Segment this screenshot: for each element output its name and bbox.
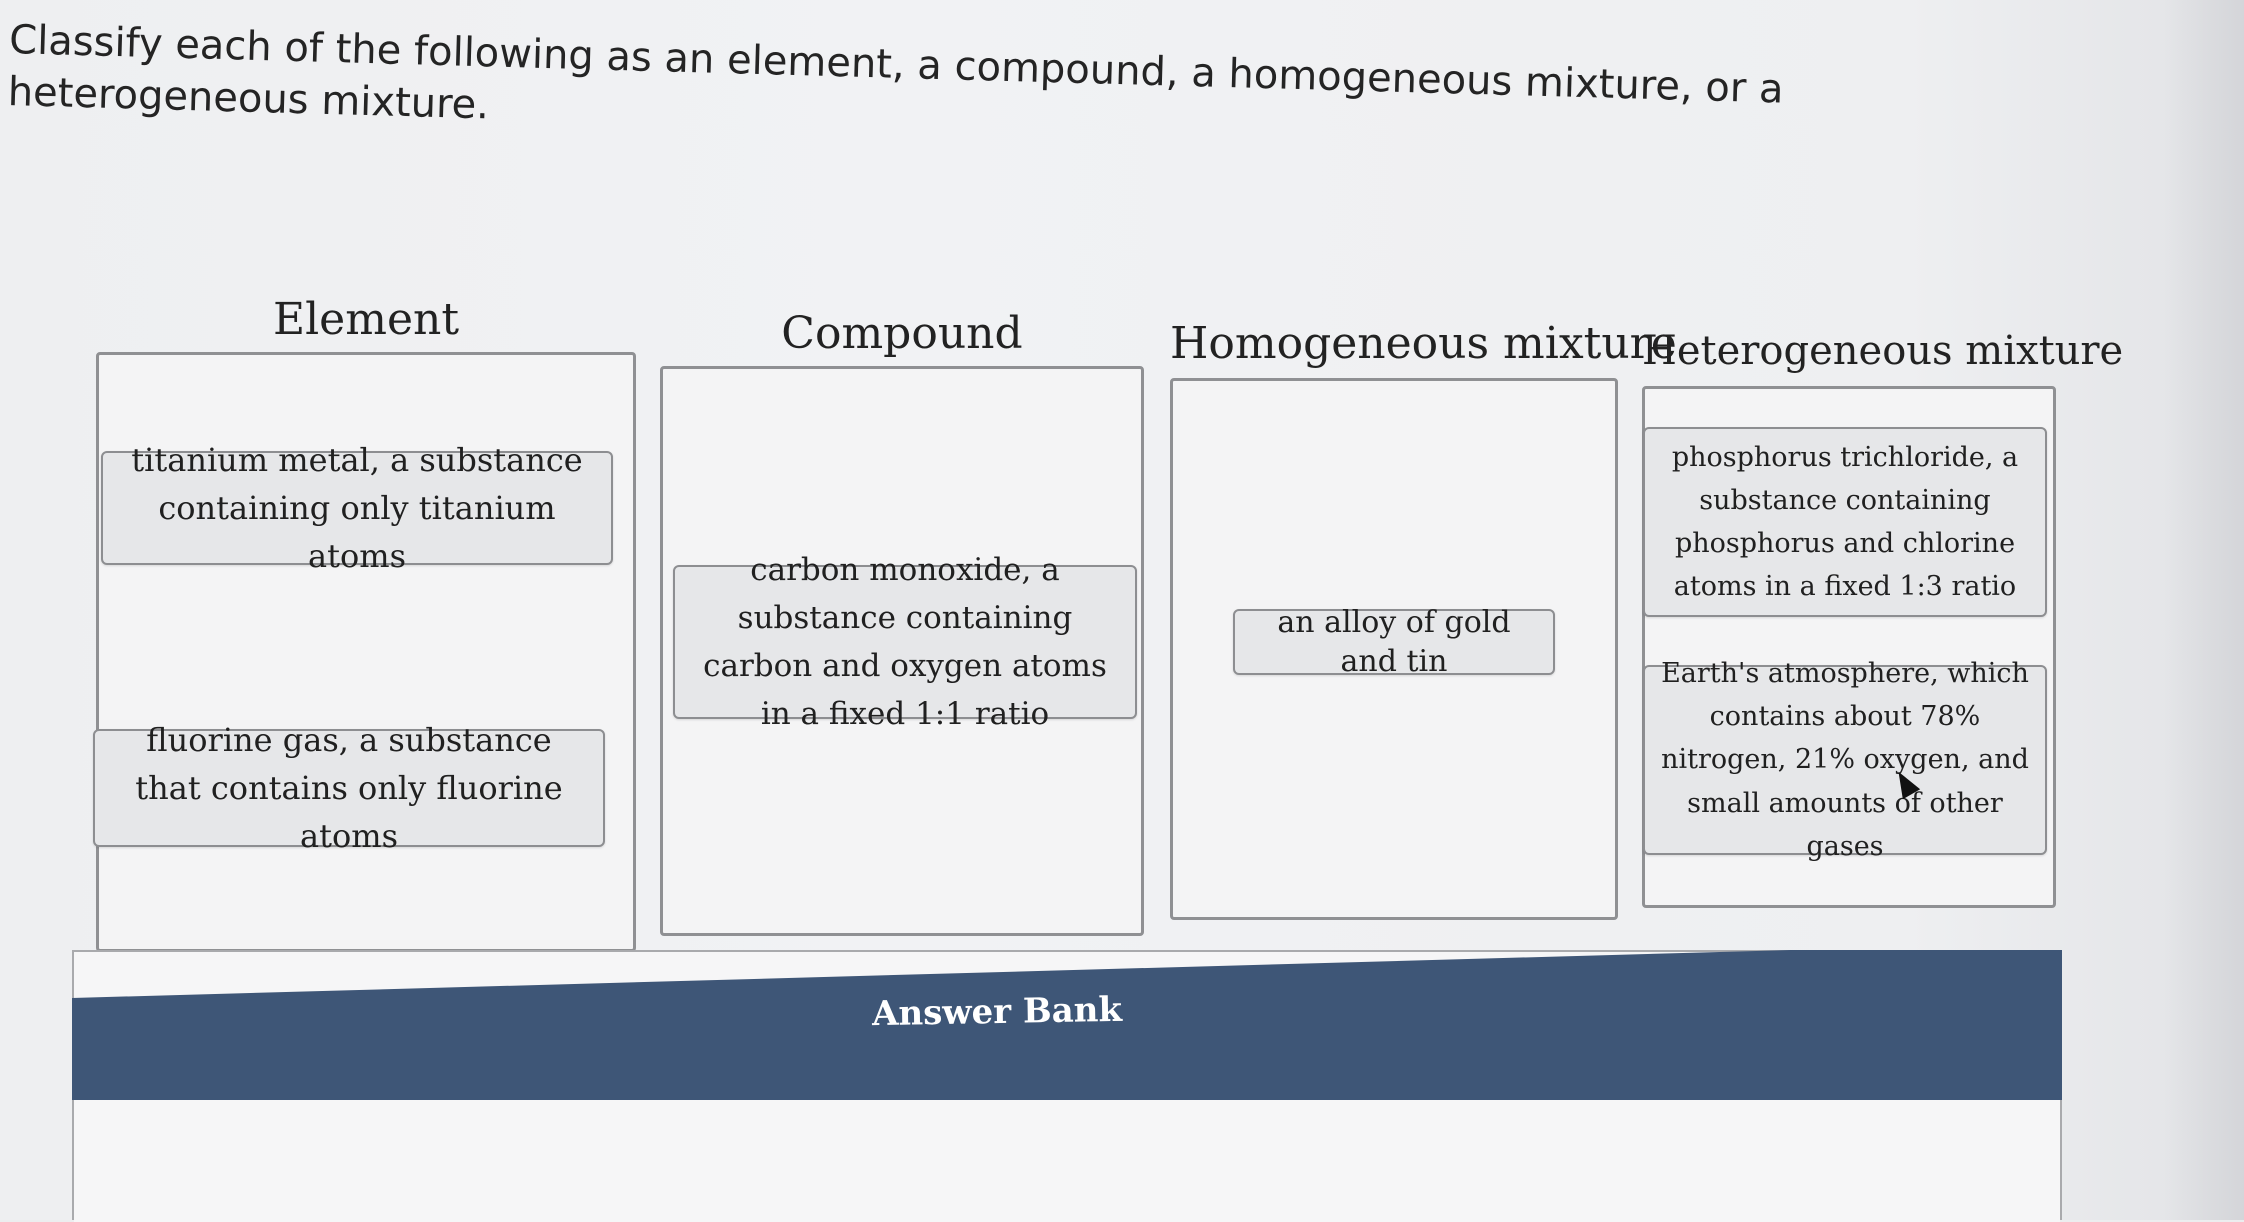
answer-card-label: fluorine gas, a substance that contains only fluorine atoms xyxy=(135,721,563,855)
answer-card-label: carbon monoxide, a substance containing carbon and oxygen atoms in a fixed 1:1 ratio xyxy=(703,551,1107,733)
column-title-heterogeneous: Heterogeneous mixture xyxy=(1642,328,2124,374)
column-compound xyxy=(660,300,1144,936)
column-title-compound: Compound xyxy=(781,308,1023,359)
answer-bank-header xyxy=(72,950,2062,1100)
answer-card-label: an alloy of gold and tin xyxy=(1277,605,1511,679)
column-title-homogeneous: Homogeneous mixture xyxy=(1170,318,1677,369)
column-title-element: Element xyxy=(272,294,459,345)
drop-zone-compound[interactable] xyxy=(660,366,1144,936)
drop-zone-homogeneous[interactable] xyxy=(1170,378,1618,920)
answer-card-label: Earth's atmosphere, which contains about 78% nitrogen, 21% oxygen, and small amounts of other gases xyxy=(1661,658,2029,862)
answer-card-phosphorus-trichloride[interactable] xyxy=(1643,427,2047,617)
answer-card-earth-atmosphere[interactable] xyxy=(1643,658,2047,862)
right-edge-shadow xyxy=(2164,0,2244,1220)
column-homogeneous-mixture xyxy=(1170,312,1677,920)
question-prompt: Classify each of the following as an element, a compound, a homogeneous mixture, or a heterogeneous mixture. xyxy=(7,16,1785,129)
drop-zone-element[interactable] xyxy=(96,352,636,952)
answer-card-titanium[interactable] xyxy=(101,441,613,575)
answer-card-label: titanium metal, a substance containing only titanium atoms xyxy=(131,441,583,575)
answer-bank-title: Answer Bank xyxy=(871,989,1123,1035)
column-heterogeneous-mixture xyxy=(1642,322,2124,908)
answer-card-fluorine[interactable] xyxy=(93,721,605,855)
answer-bank-drop-area[interactable] xyxy=(74,1102,2060,1222)
answer-card-gold-tin-alloy[interactable] xyxy=(1233,605,1555,679)
drop-zone-heterogeneous[interactable] xyxy=(1642,386,2056,908)
column-element xyxy=(96,280,636,952)
answer-card-label: phosphorus trichloride, a substance containing phosphorus and chlorine atoms in a fixed 1:3 ratio xyxy=(1671,441,2019,603)
answer-card-carbon-monoxide[interactable] xyxy=(673,551,1137,733)
